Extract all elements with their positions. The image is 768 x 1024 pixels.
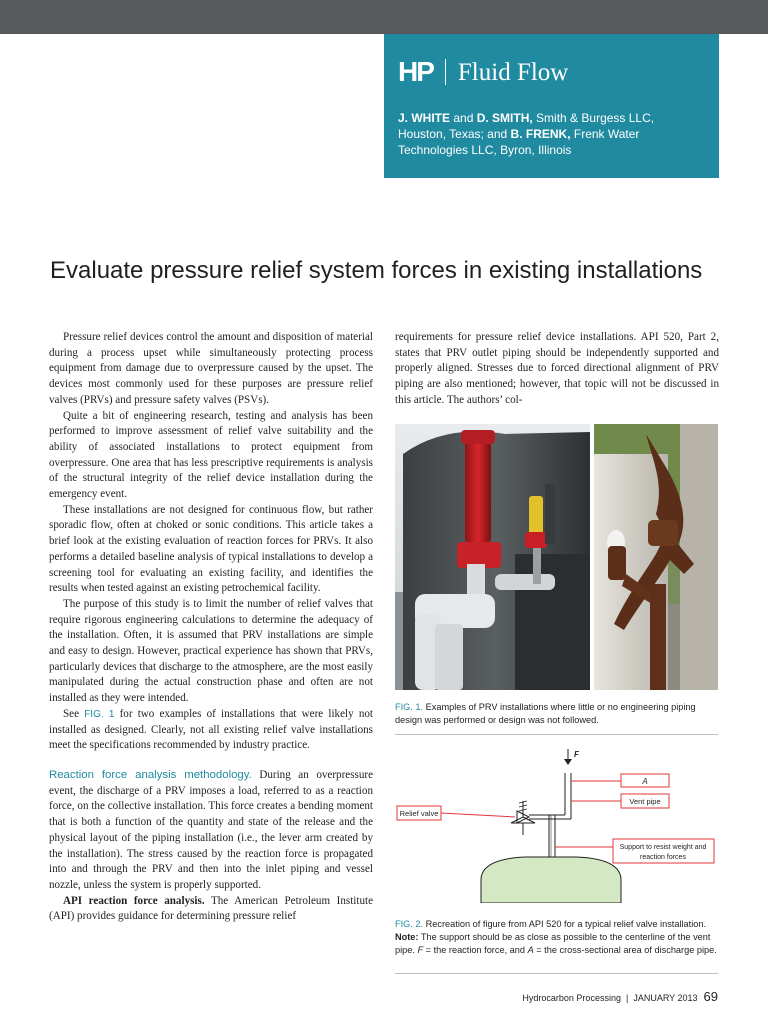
author-byline xyxy=(398,110,705,158)
caption-text: = the cross-sectional area of discharge pipe. xyxy=(533,945,717,955)
figure-2-caption xyxy=(395,918,717,957)
relief-valve-label: Relief valve xyxy=(399,809,439,818)
body-text: During an overpressure event, the discharge of a PRV imposes a load, referred to as a reaction force, on the collective installation. This force creates a bending moment that is both a function of the quantity and state of the release and the physical layout of the piping installation (i.e., the lever arm created by the installation). The stress caused by the reaction force is propagated into and through the PRV and then into the inlet piping and vessel nozzle, unless the system is properly supported. xyxy=(49,768,373,891)
vent-pipe-label: Vent pipe xyxy=(629,797,661,806)
body-text: See xyxy=(63,707,85,720)
run-in-heading: API reaction force analysis. xyxy=(63,894,205,907)
banner-divider xyxy=(445,59,446,85)
caption-text: = the reaction force, and xyxy=(423,945,528,955)
figure-divider xyxy=(395,973,718,974)
vessel-shape xyxy=(481,857,621,903)
section-name: Fluid Flow xyxy=(457,58,569,86)
article-title: Evaluate pressure relief system forces in existing installations xyxy=(50,257,703,284)
section-banner xyxy=(384,34,719,178)
figure-reference-link[interactable]: FIG. 1 xyxy=(84,708,115,720)
body-paragraph: The purpose of this study is to limit the number of relief valves that require rigorous engineering calculations to determine the adequacy of the installation. Often, it is assumed that PRV installations are simple and easy to design. However, practical experience has shown that PRVs, particularly devices that discharge to the atmosphere, are the most easily manipulated during the actual construction phase and often are not installed as they were intended. xyxy=(49,597,373,705)
caption-symbol: A xyxy=(527,945,534,955)
byline-text: Frenk Water Technologies LLC, Byron, Illinois xyxy=(398,127,640,157)
caption-text: The support should be as close as possible to the centerline of the vent pipe. xyxy=(395,932,711,955)
author-name: J. WHITE xyxy=(398,111,451,125)
support-label-line-2: reaction forces xyxy=(640,854,686,861)
page-number: 69 xyxy=(703,989,718,1004)
body-paragraph xyxy=(49,894,373,925)
caption-text: Recreation of figure from API 520 for a typical relief valve installation. xyxy=(423,919,707,929)
body-column-right xyxy=(395,330,719,409)
caption-note-label: Note: xyxy=(395,932,419,942)
journal-name: Hydrocarbon Processing xyxy=(522,993,621,1003)
body-paragraph: requirements for pressure relief device installations. API 520, Part 2, states that PRV outlet piping should be independently supported and properly aligned. Stresses due to forced directional alignment of PRV piping are also mentioned; however, that topic will not be discussed in this article. The authors’ col- xyxy=(395,331,719,406)
photo-illustration xyxy=(395,424,590,690)
hp-logo: HP xyxy=(398,56,433,87)
prv-installation-photo-2 xyxy=(594,424,718,690)
body-text: for two examples of installations that were likely not installed as designed. Clearly, not all existing relief valve installations meet the specifications recommended by industry practice. xyxy=(49,707,373,752)
body-paragraph xyxy=(49,768,373,894)
area-label: A xyxy=(642,777,648,786)
figure-label: FIG. 1. xyxy=(395,702,424,712)
photo-illustration xyxy=(594,424,718,690)
body-column-left xyxy=(49,330,373,925)
support-label-line-1: Support to resist weight and xyxy=(619,844,707,851)
banner-header xyxy=(398,56,705,88)
relief-valve-diagram xyxy=(395,745,718,903)
caption-symbol: F xyxy=(417,945,424,955)
caption-text: Examples of PRV installations where little or no engineering piping design was performed or design was not followed. xyxy=(395,702,696,725)
relief-valve-leader xyxy=(441,813,515,817)
diagram-drawing xyxy=(395,745,718,903)
body-text: The American Petroleum Institute (API) provides guidance for determining pressure relief xyxy=(49,894,373,923)
force-arrowhead xyxy=(564,759,572,765)
figure-divider xyxy=(395,734,718,735)
body-paragraph: These installations are not designed for continuous flow, but rather sporadic flow, often at choked or sonic conditions. This article takes a brief look at the existing evaluation of reaction forces for PRVs. It also performs a detailed baseline analysis of typical installations to develop a screening tool for evaluating an existing facility, and identifies the results when tested against an existing petrochemical facility. xyxy=(49,503,373,595)
body-paragraph xyxy=(49,707,373,754)
author-name: D. SMITH, xyxy=(476,111,533,125)
force-label: F xyxy=(574,750,579,759)
top-bar xyxy=(0,0,768,34)
byline-text: Smith & Burgess LLC, Houston, Texas; and xyxy=(398,111,655,141)
issue-date: JANUARY 2013 xyxy=(633,993,698,1003)
footer-separator: | xyxy=(625,993,629,1003)
subsection-heading: Reaction force analysis methodology. xyxy=(49,768,252,781)
body-paragraph: Pressure relief devices control the amount and disposition of material during a process upset while simultaneously protecting process equipment from damage due to overpressure caused by the upset. The devices most commonly used for these purposes are pressure relief valves (PRVs) and pressure safety valves (PSVs). xyxy=(49,331,373,406)
author-name: B. FRENK, xyxy=(510,127,571,141)
prv-installation-photo-1 xyxy=(395,424,590,690)
figure-1-caption xyxy=(395,701,717,727)
byline-text: and xyxy=(450,111,477,125)
body-paragraph: Quite a bit of engineering research, testing and analysis has been performed to improve assessment of relief valve suitability and the ability of associated installations to protect equipment from overpressure. One area that has less prescriptive requirements is analysis of the structural integrity of the relief device installation during the emergency event. xyxy=(49,409,373,501)
page-footer xyxy=(522,989,718,1004)
figure-label: FIG. 2. xyxy=(395,919,424,929)
